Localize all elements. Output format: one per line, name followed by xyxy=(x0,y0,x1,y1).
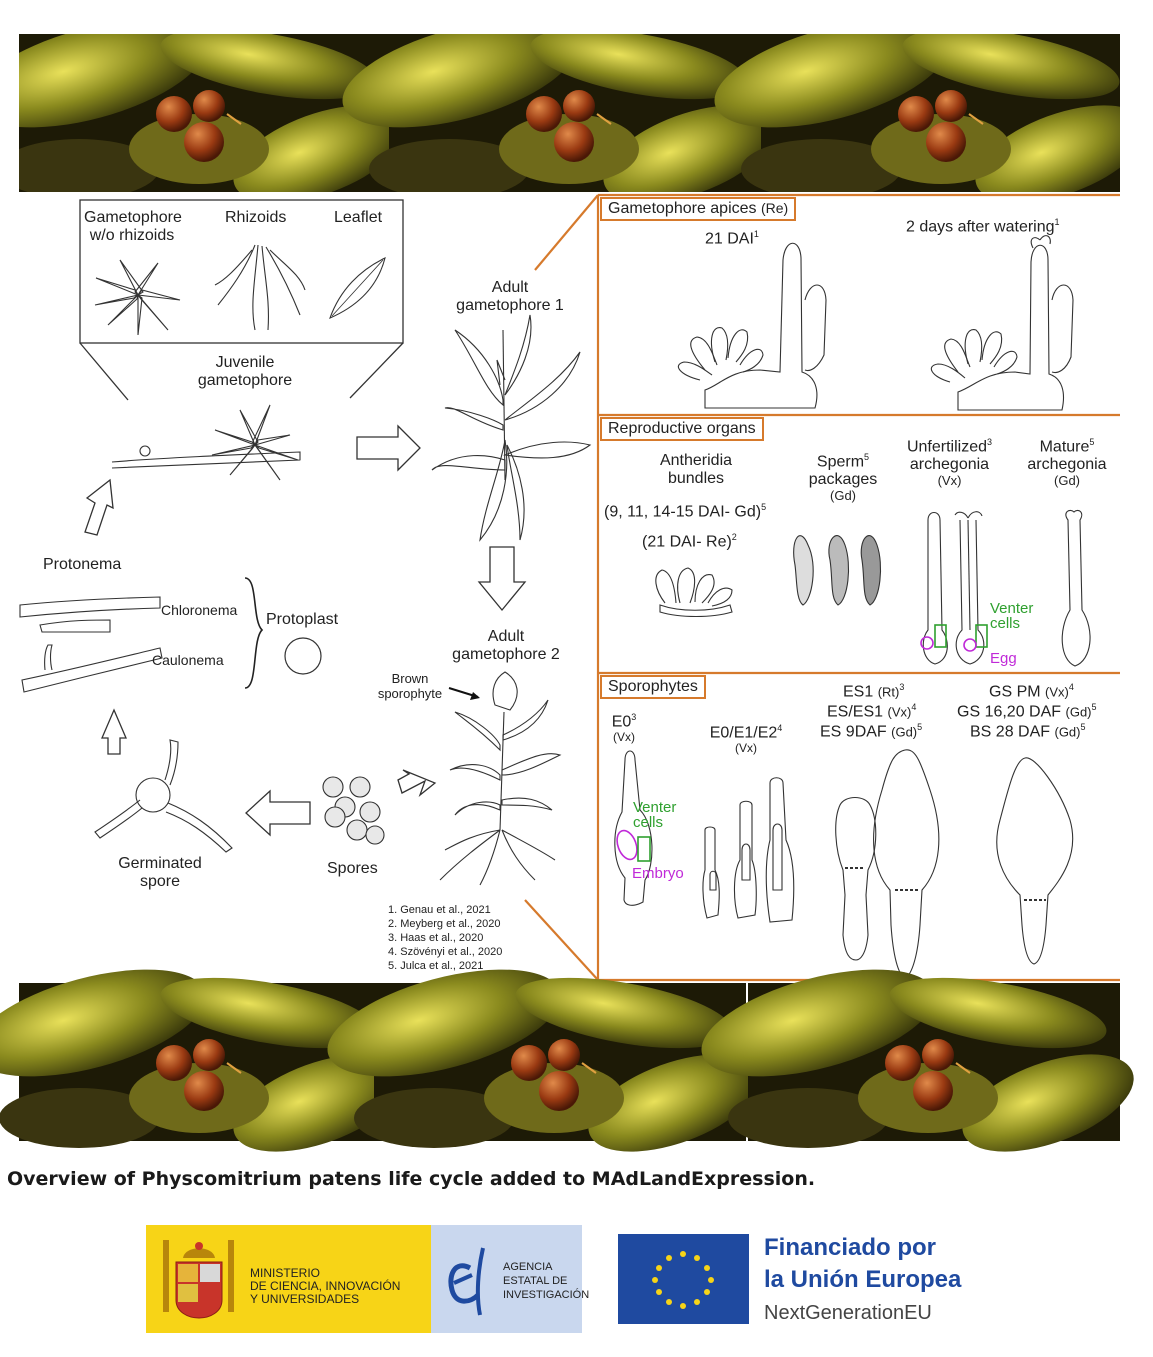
section-title-apices: Gametophore apices (Re) xyxy=(600,197,796,221)
arrow-protonema-to-juvenile xyxy=(85,480,113,535)
label-mature-archegonia: Mature$^5$ archegonia (Gd) xyxy=(1027,437,1107,489)
label-sperm-packages: Sperm$^5$ packages (Gd) xyxy=(808,452,878,504)
label-bs-28-daf: BS 28 DAF $(Gd)^5$ xyxy=(970,722,1086,741)
sporophyte-drawings xyxy=(615,750,1073,978)
label-antheridia-dai-re: (21 DAI- Re)$^2$ xyxy=(642,532,737,551)
juvenile-gametophore-drawing xyxy=(112,405,300,480)
inset-gametophore-drawing xyxy=(95,260,180,335)
label-es-9daf: ES 9DAF $(Gd)^5$ xyxy=(820,722,923,741)
section-title-reproductive: Reproductive organs xyxy=(600,417,764,441)
figure-caption: Overview of Physcomitrium patens life cycle added to MAdLandExpression. xyxy=(7,1168,816,1190)
label-adult-gametophore-1: Adult gametophore 1 xyxy=(456,279,564,314)
label-venter-cells-sporo: Venter cells xyxy=(633,799,677,831)
arrow-adult2-to-spores xyxy=(398,770,435,795)
arrow-adult1-to-adult2 xyxy=(479,547,525,610)
label-embryo: Embryo xyxy=(632,865,684,882)
label-brown-sporophyte: Brown sporophyte xyxy=(377,671,443,701)
label-chloronema: Chloronema xyxy=(161,602,238,618)
arrow-germinated-to-protonema xyxy=(102,710,126,754)
label-juvenile-gametophore: Juvenile gametophore xyxy=(197,354,293,389)
section-title-sporophytes: Sporophytes xyxy=(600,675,706,699)
references-list xyxy=(388,903,502,973)
label-es-es1: ES/ES1 $(Vx)^4$ xyxy=(827,702,917,721)
inset-label-rhizoids: Rhizoids xyxy=(225,209,287,226)
label-antheridia: Antheridia bundles xyxy=(659,452,733,487)
spores-drawing xyxy=(323,777,384,844)
reference-item: 1. Genau et al., 2021 xyxy=(388,904,491,916)
label-spores: Spores xyxy=(327,860,378,877)
venter-cells-box-1 xyxy=(935,625,946,647)
bottom-photo-banner xyxy=(0,948,1146,1171)
embryo-ellipse xyxy=(613,828,640,862)
protoplast-brace xyxy=(245,578,262,688)
adult-gametophore-2-drawing xyxy=(440,672,560,885)
label-es1: ES1 $(Rt)^3$ xyxy=(843,682,905,701)
label-egg: Egg xyxy=(990,650,1017,667)
label-caulonema: Caulonema xyxy=(152,652,224,668)
adult-gametophore-1-drawing xyxy=(432,315,590,540)
label-adult-gametophore-2: Adult gametophore 2 xyxy=(452,628,560,663)
arrow-juvenile-to-adult xyxy=(357,426,420,470)
label-e0-e1-e2: $E0/E1/E2^4$ (Vx) xyxy=(709,723,783,756)
reference-item: 5. Julca et al., 2021 xyxy=(388,960,484,972)
mature-archegonia-drawing xyxy=(1062,510,1090,666)
label-21-dai: 21 DAI$^1$ xyxy=(705,229,759,248)
label-e0: $E0^3$ (Vx) xyxy=(611,712,637,745)
egg-circle-2 xyxy=(964,639,976,651)
reference-item: 4. Szövényi et al., 2020 xyxy=(388,946,503,958)
label-unfertilized-archegonia: Unfertilized$^3$ archegonia (Vx) xyxy=(906,437,993,489)
label-antheridia-dai-gd: (9, 11, 14-15 DAI- Gd)$^5$ xyxy=(604,502,767,521)
reference-item: 2. Meyberg et al., 2020 xyxy=(388,918,501,930)
aei-logo-text: AGENCIA ESTATAL DE INVESTIGACIÓN xyxy=(503,1261,590,1301)
protonema-drawing xyxy=(20,597,162,692)
arrow-spores-to-germinated xyxy=(246,791,310,835)
label-gs-16-20-daf: GS 16,20 DAF $(Gd)^5$ xyxy=(957,702,1097,721)
protoplast-drawing xyxy=(285,638,321,674)
apices-drawings xyxy=(678,236,1073,410)
venter-cells-box-3 xyxy=(638,837,650,861)
label-protoplast: Protoplast xyxy=(266,611,339,628)
inset-label-leaflet: Leaflet xyxy=(334,209,383,226)
label-venter-cells-repro: Venter cells xyxy=(990,600,1034,632)
germinated-spore-drawing xyxy=(95,740,232,852)
antheridia-drawing xyxy=(656,568,732,617)
label-after-watering: 2 days after watering$^1$ xyxy=(906,217,1060,236)
next-generation-eu-text: NextGenerationEU xyxy=(764,1302,932,1324)
inset-rhizoids-drawing xyxy=(215,245,305,330)
label-gs-pm: GS PM $(Vx)^4$ xyxy=(989,682,1074,701)
sperm-packages-drawing xyxy=(794,536,881,605)
inset-label-gametophore: Gametophore w/o rhizoids xyxy=(84,209,182,244)
eu-flag-icon xyxy=(618,1234,749,1324)
label-protonema: Protonema xyxy=(43,556,122,573)
eu-funding-text: Financiado por la Unión Europea xyxy=(764,1234,962,1293)
label-germinated-spore: Germinated spore xyxy=(118,855,202,890)
reference-item: 3. Haas et al., 2020 xyxy=(388,932,484,944)
ministerio-logo-text: MINISTERIO DE CIENCIA, INNOVACIÓN Y UNIVERSIDADES xyxy=(250,1266,401,1306)
